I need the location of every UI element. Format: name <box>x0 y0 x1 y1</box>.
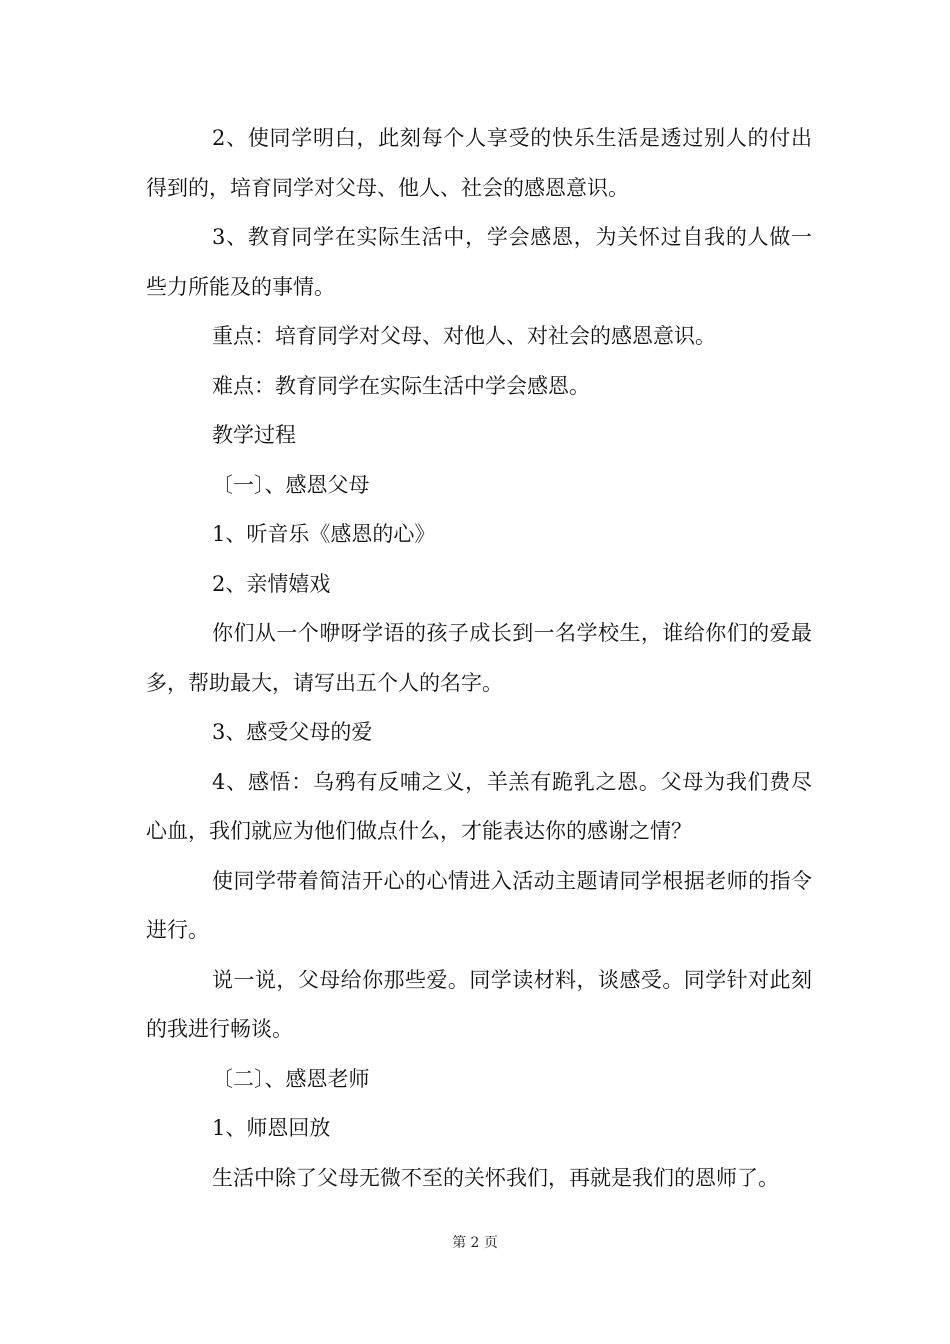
paragraph: 难点：教育同学在实际生活中学会感恩。 <box>212 373 590 398</box>
paragraph: 你们从一个咿呀学语的孩子成长到一名学校生，谁给你们的爱最多，帮助最大，请写出五个人的名字。 <box>146 621 812 695</box>
paragraph: 4、感悟：乌鸦有反哺之义，羊羔有跪乳之恩。父母为我们费尽心血，我们就应为他们做点什么，才能表达你的感谢之情？ <box>146 769 812 843</box>
paragraph: 3、感受父母的爱 <box>212 720 373 744</box>
paragraph: 重点：培育同学对父母、对他人、对社会的感恩意识。 <box>212 324 716 348</box>
document-body <box>146 114 812 1203</box>
page-number: 第 2 页 <box>452 1235 498 1251</box>
section-heading: 教学过程 <box>212 423 296 447</box>
paragraph: 3、教育同学在实际生活中，学会感恩，为关怀过自我的人做一些力所能及的事情。 <box>146 225 812 299</box>
paragraph: 1、听音乐《感恩的心》 <box>212 522 436 546</box>
paragraph: 2、使同学明白，此刻每个人享受的快乐生活是透过别人的付出得到的，培育同学对父母、他人、社会的感恩意识。 <box>146 126 812 200</box>
paragraph: 使同学带着简洁开心的心情进入活动主题请同学根据老师的指令进行。 <box>146 868 812 942</box>
section-heading: 〔二〕、感恩老师 <box>212 1066 370 1091</box>
paragraph: 2、亲情嬉戏 <box>212 571 331 596</box>
paragraph: 生活中除了父母无微不至的关怀我们，再就是我们的恩师了。 <box>212 1165 779 1190</box>
paragraph: 说一说，父母给你那些爱。同学读材料，谈感受。同学针对此刻的我进行畅谈。 <box>146 967 812 1041</box>
section-heading: 〔一〕、感恩父母 <box>212 472 370 497</box>
paragraph: 1、师恩回放 <box>212 1116 331 1140</box>
